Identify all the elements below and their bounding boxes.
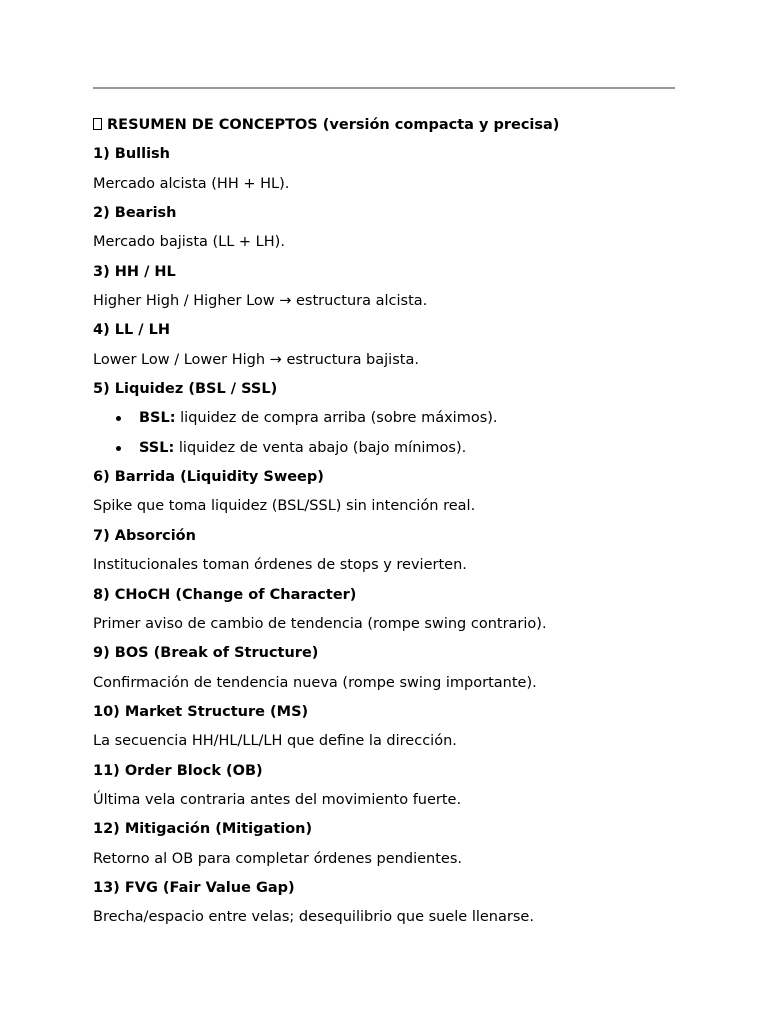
- missing-glyph-icon: [93, 118, 102, 130]
- section-heading: 1) Bullish: [93, 146, 171, 163]
- bullet-text: liquidez de compra arriba (sobre máximos).: [175, 410, 498, 427]
- horizontal-rule: [93, 87, 675, 89]
- section-heading: 11) Order Block (OB): [93, 762, 263, 779]
- section-heading: 3) HH / HL: [93, 263, 176, 280]
- document-title: RESUMEN DE CONCEPTOS (versión compacta y precisa): [107, 117, 560, 133]
- bullet-term: BSL:: [139, 410, 176, 427]
- section-heading: 10) Market Structure (MS): [93, 703, 309, 720]
- section-heading: 6) Barrida (Liquidity Sweep): [93, 469, 324, 486]
- section-body: Última vela contraria antes del movimiento fuerte.: [93, 791, 462, 808]
- section-heading: 2) Bearish: [93, 205, 177, 222]
- section-heading: 13) FVG (Fair Value Gap): [93, 879, 295, 896]
- section-body: Retorno al OB para completar órdenes pendientes.: [93, 850, 462, 867]
- section-body: Spike que toma liquidez (BSL/SSL) sin intención real.: [93, 498, 476, 515]
- section-body: Mercado bajista (LL + LH).: [93, 234, 285, 251]
- section-heading: 7) Absorción: [93, 527, 196, 544]
- section-body: Confirmación de tendencia nueva (rompe swing importante).: [93, 674, 537, 691]
- list-item: [93, 408, 693, 437]
- section-body: Primer aviso de cambio de tendencia (rompe swing contrario).: [93, 615, 547, 632]
- bullet-text: liquidez de venta abajo (bajo mínimos).: [174, 439, 467, 456]
- bullet-term: SSL:: [139, 439, 175, 456]
- section-body: Brecha/espacio entre velas; desequilibrio que suele llenarse.: [93, 909, 534, 926]
- section-heading: 5) Liquidez (BSL / SSL): [93, 381, 278, 398]
- section-body: Institucionales toman órdenes de stops y revierten.: [93, 557, 467, 574]
- section-heading: 12) Mitigación (Mitigation): [93, 821, 313, 838]
- document-title-line: [93, 115, 693, 144]
- list-item: [93, 438, 693, 467]
- section-body: Lower Low / Lower High → estructura bajista.: [93, 351, 419, 368]
- section-heading: 4) LL / LH: [93, 322, 171, 339]
- section-body: Higher High / Higher Low → estructura alcista.: [93, 293, 428, 310]
- bullet-icon: [116, 416, 121, 421]
- section-body: La secuencia HH/HL/LL/LH que define la dirección.: [93, 733, 457, 750]
- section-body: Mercado alcista (HH + HL).: [93, 175, 290, 192]
- section-heading: 9) BOS (Break of Structure): [93, 645, 319, 662]
- bullet-icon: [116, 446, 121, 451]
- section-heading: 8) CHoCH (Change of Character): [93, 586, 357, 603]
- document-content: [93, 115, 693, 937]
